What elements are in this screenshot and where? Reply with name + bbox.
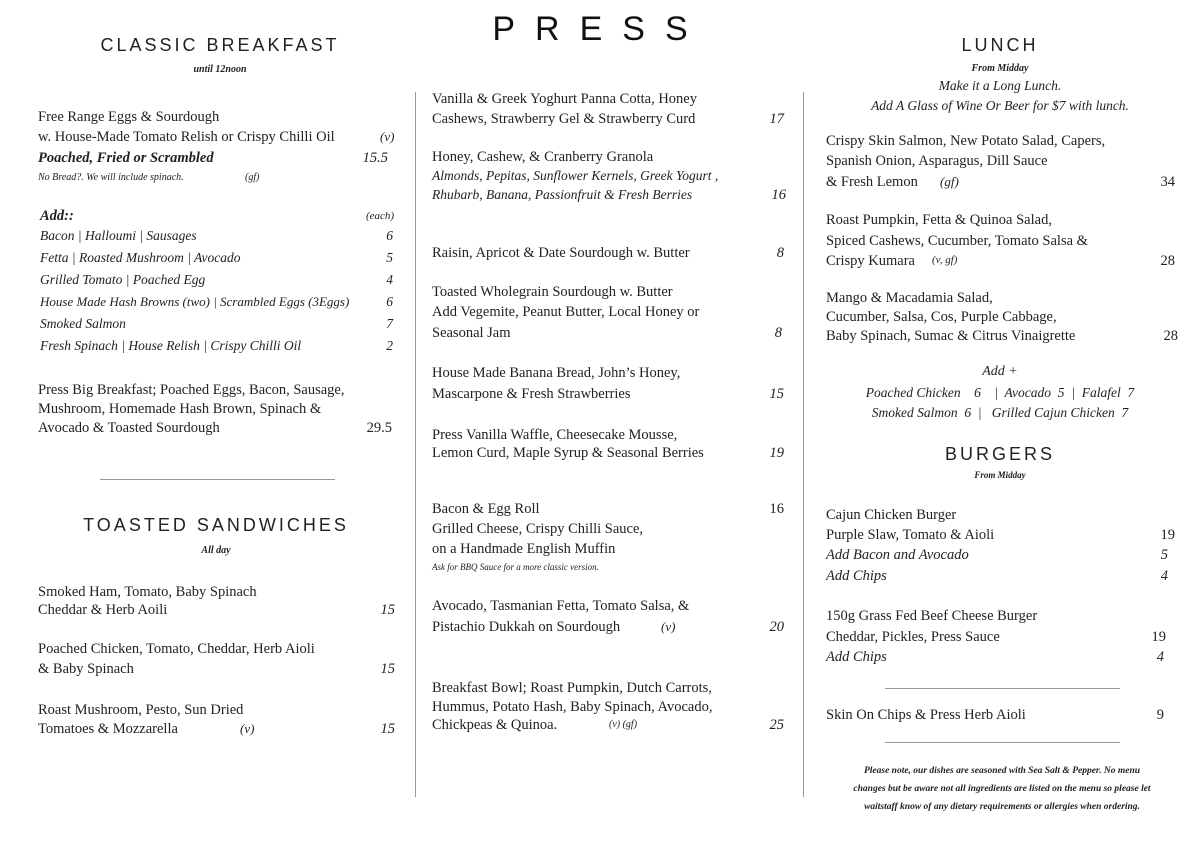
beef-line-1: 150g Grass Fed Beef Cheese Burger xyxy=(826,608,1038,624)
granola-line-3: Rhubarb, Banana, Passionfruit & Fresh Berries xyxy=(432,187,693,202)
banana-price: 15 xyxy=(769,386,784,402)
sandwich-1-line-1: Smoked Ham, Tomato, Baby Spinach xyxy=(38,584,257,600)
pumpkin-line-3: Crispy Kumara xyxy=(826,253,915,269)
roll-line-2: Grilled Cheese, Crispy Chilli Sauce, xyxy=(432,521,644,537)
allergy-note-line-3: waitstaff know of any dietary requirements or allergies when ordering. xyxy=(864,802,1140,812)
avocado-tag: (v) xyxy=(661,619,676,634)
waffle-line-1: Press Vanilla Waffle, Cheesecake Mousse, xyxy=(432,427,678,443)
salmon-price: 34 xyxy=(1160,174,1175,190)
lunch-subheading: From Midday xyxy=(971,63,1029,74)
chips-line: Skin On Chips & Press Herb Aioli xyxy=(826,707,1026,723)
roll-note: Ask for BBQ Sauce for a more classic version. xyxy=(432,562,599,572)
addon-text: Fetta | Roasted Mushroom | Avocado xyxy=(40,250,241,265)
salmon-line-3: & Fresh Lemon xyxy=(826,174,918,190)
breakfast-subheading: until 12noon xyxy=(193,64,247,75)
toast-line-3: Seasonal Jam xyxy=(432,325,511,341)
sandwich-3-price: 15 xyxy=(380,721,395,737)
granola-line-1: Honey, Cashew, & Cranberry Granola xyxy=(432,149,654,165)
big-breakfast-line-2: Mushroom, Homemade Hash Brown, Spinach & xyxy=(38,401,322,417)
addon-price: 6 xyxy=(386,294,393,309)
panna-line-1: Vanilla & Greek Yoghurt Panna Cotta, Honey xyxy=(432,91,697,107)
addon-price: 4 xyxy=(386,272,393,287)
lunch-add-line-2: Smoked Salmon 6 | Grilled Cajun Chicken 7 xyxy=(871,405,1129,420)
roll-line-1: Bacon & Egg Roll xyxy=(432,501,540,517)
sandwich-3-line-1: Roast Mushroom, Pesto, Sun Dried xyxy=(38,702,244,718)
addon-price: 7 xyxy=(386,316,393,331)
list-item xyxy=(40,313,395,335)
cajun-line-2: Purple Slaw, Tomato & Aioli xyxy=(826,527,995,543)
cajun-price: 19 xyxy=(1160,527,1175,543)
toast-line-1: Toasted Wholegrain Sourdough w. Butter xyxy=(432,284,673,300)
list-item xyxy=(40,225,395,247)
page-title: PRESS xyxy=(492,10,708,48)
salmon-line-1: Crispy Skin Salmon, New Potato Salad, Capers, xyxy=(826,133,1106,149)
addon-text: House Made Hash Browns (two) | Scrambled Eggs (3Eggs) xyxy=(40,294,350,309)
big-breakfast-price: 29.5 xyxy=(366,420,392,436)
toast-line-2: Add Vegemite, Peanut Butter, Local Honey or xyxy=(432,304,700,320)
panna-price: 17 xyxy=(769,111,784,127)
addon-price: 5 xyxy=(386,250,393,265)
avocado-line-1: Avocado, Tasmanian Fetta, Tomato Salsa, & xyxy=(432,598,690,614)
beef-line-2: Cheddar, Pickles, Press Sauce xyxy=(826,629,1000,645)
eggs-note-tag: (gf) xyxy=(245,172,260,183)
mango-line-3: Baby Spinach, Sumac & Citrus Vinaigrette xyxy=(826,328,1076,344)
beef-add: Add Chips xyxy=(826,649,887,665)
addon-text: Smoked Salmon xyxy=(40,316,126,331)
sandwich-2-line-1: Poached Chicken, Tomato, Cheddar, Herb Aioli xyxy=(38,641,315,657)
raisin-line: Raisin, Apricot & Date Sourdough w. Butter xyxy=(432,245,690,261)
toast-price: 8 xyxy=(774,325,782,341)
allergy-note xyxy=(818,762,1186,816)
addons-each: (each) xyxy=(366,210,395,222)
waffle-line-2: Lemon Curd, Maple Syrup & Seasonal Berries xyxy=(432,445,704,461)
sandwiches-subheading: All day xyxy=(201,545,231,556)
bowl-line-2: Hummus, Potato Hash, Baby Spinach, Avocado, xyxy=(432,699,713,715)
pumpkin-tag: (v, gf) xyxy=(932,254,958,266)
list-item xyxy=(40,247,395,269)
waffle-price: 19 xyxy=(769,445,784,461)
mango-line-2: Cucumber, Salsa, Cos, Purple Cabbage, xyxy=(826,309,1057,325)
roll-line-3: on a Handmade English Muffin xyxy=(432,541,616,557)
beef-add-price: 4 xyxy=(1156,649,1164,665)
cajun-add-2-price: 4 xyxy=(1160,568,1168,584)
bowl-line-3: Chickpeas & Quinoa. xyxy=(432,717,558,733)
lunch-add-line-1: Poached Chicken 6 | Avocado 5 | Falafel 7 xyxy=(865,385,1135,400)
list-item xyxy=(40,335,395,357)
divider xyxy=(100,479,335,480)
sandwich-3-line-2: Tomatoes & Mozzarella xyxy=(38,721,178,737)
cajun-line-1: Cajun Chicken Burger xyxy=(826,507,957,523)
eggs-note: No Bread?. We will include spinach. xyxy=(38,172,184,183)
chips-price: 9 xyxy=(1156,707,1164,723)
cajun-add-2: Add Chips xyxy=(826,568,887,584)
lunch-heading: LUNCH xyxy=(961,35,1039,55)
granola-price: 16 xyxy=(771,187,786,203)
burgers-subheading: From Midday xyxy=(974,470,1026,480)
banana-line-2: Mascarpone & Fresh Strawberries xyxy=(432,386,631,402)
eggs-diet-tag: (v) xyxy=(380,129,395,144)
sandwich-1-line-2: Cheddar & Herb Aoili xyxy=(38,602,168,618)
salmon-tag: (gf) xyxy=(940,174,959,189)
big-breakfast-line-1: Press Big Breakfast; Poached Eggs, Bacon, Sausage, xyxy=(38,382,345,398)
eggs-line-1: Free Range Eggs & Sourdough xyxy=(38,109,220,125)
allergy-note-line-2: changes but be aware not all ingredients are listed on the menu so please let xyxy=(853,784,1151,794)
eggs-line-2: w. House-Made Tomato Relish or Crispy Chilli Oil xyxy=(38,129,335,145)
sandwich-3-tag: (v) xyxy=(240,721,255,736)
column-divider-right xyxy=(803,92,804,797)
addon-price: 6 xyxy=(386,228,393,243)
breakfast-heading: CLASSIC BREAKFAST xyxy=(100,35,340,55)
lunch-add-label: Add + xyxy=(982,364,1018,379)
addon-text: Fresh Spinach | House Relish | Crispy Chilli Oil xyxy=(40,338,302,353)
lunch-promo-2: Add A Glass of Wine Or Beer for $7 with lunch. xyxy=(871,98,1129,113)
bowl-line-1: Breakfast Bowl; Roast Pumpkin, Dutch Carrots, xyxy=(432,680,712,696)
sandwiches-heading: TOASTED SANDWICHES xyxy=(83,515,349,535)
roll-price: 16 xyxy=(769,501,784,517)
lunch-promo-1: Make it a Long Lunch. xyxy=(938,78,1062,93)
mango-line-1: Mango & Macadamia Salad, xyxy=(826,290,993,306)
divider xyxy=(885,742,1120,743)
granola-line-2: Almonds, Pepitas, Sunflower Kernels, Greek Yogurt , xyxy=(432,168,719,183)
column-divider-left xyxy=(415,92,416,797)
burgers-heading: BURGERS xyxy=(944,444,1055,464)
addon-price: 2 xyxy=(386,338,393,353)
beef-price: 19 xyxy=(1151,629,1166,645)
bowl-tag: (v) (gf) xyxy=(609,719,638,730)
addons-label: Add:: xyxy=(40,208,74,224)
mango-price: 28 xyxy=(1163,328,1178,344)
cajun-add-1-price: 5 xyxy=(1160,547,1168,563)
addon-text: Grilled Tomato | Poached Egg xyxy=(40,272,206,287)
avocado-line-2: Pistachio Dukkah on Sourdough xyxy=(432,619,621,635)
banana-line-1: House Made Banana Bread, John’s Honey, xyxy=(432,365,681,381)
allergy-note-line-1: Please note, our dishes are seasoned with Sea Salt & Pepper. No menu xyxy=(863,766,1141,776)
list-item xyxy=(40,269,395,291)
addon-text: Bacon | Halloumi | Sausages xyxy=(40,228,197,243)
eggs-line-3: Poached, Fried or Scrambled xyxy=(38,150,214,166)
sandwich-2-line-2: & Baby Spinach xyxy=(38,661,134,677)
list-item xyxy=(40,291,395,313)
eggs-price: 15.5 xyxy=(362,150,388,166)
pumpkin-line-1: Roast Pumpkin, Fetta & Quinoa Salad, xyxy=(826,212,1052,228)
panna-line-2: Cashews, Strawberry Gel & Strawberry Curd xyxy=(432,111,696,127)
sandwich-2-price: 15 xyxy=(380,661,395,677)
sandwich-1-price: 15 xyxy=(380,602,395,618)
bowl-price: 25 xyxy=(769,717,784,733)
divider xyxy=(885,688,1120,689)
addons-list xyxy=(40,225,395,357)
salmon-line-2: Spanish Onion, Asparagus, Dill Sauce xyxy=(826,153,1048,169)
big-breakfast-line-3: Avocado & Toasted Sourdough xyxy=(38,420,220,436)
pumpkin-price: 28 xyxy=(1160,253,1175,269)
avocado-price: 20 xyxy=(769,619,784,635)
pumpkin-line-2: Spiced Cashews, Cucumber, Tomato Salsa & xyxy=(826,233,1088,249)
cajun-add-1: Add Bacon and Avocado xyxy=(826,547,969,563)
raisin-price: 8 xyxy=(776,245,784,261)
